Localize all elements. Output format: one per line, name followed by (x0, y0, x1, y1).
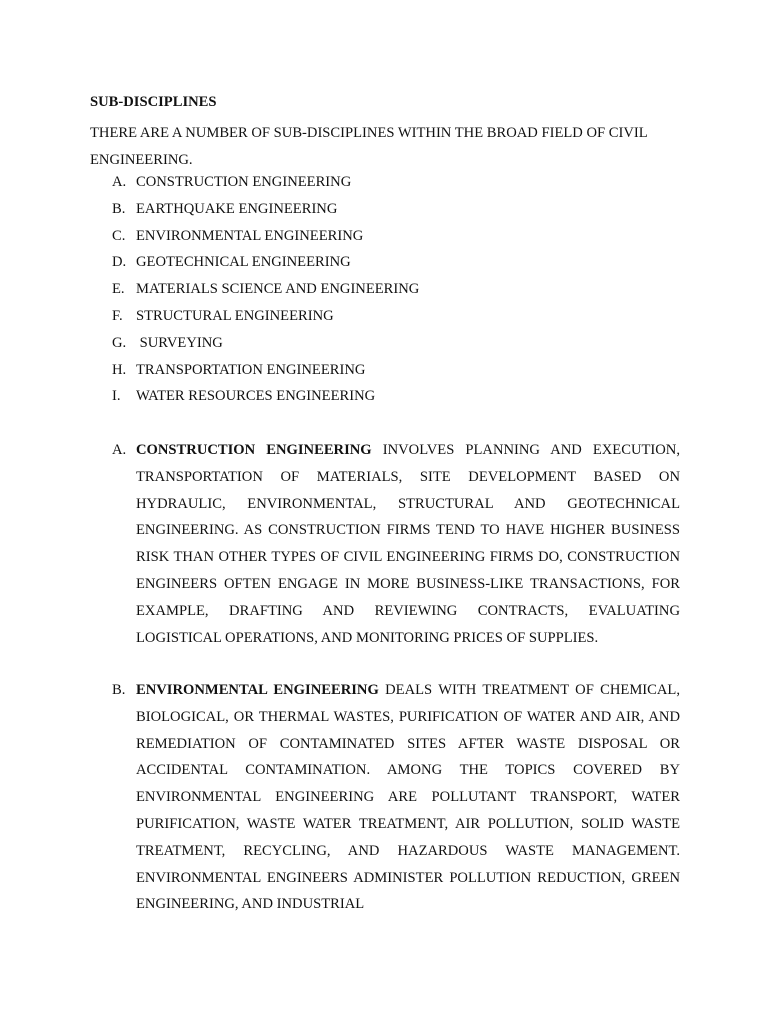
section-text: INVOLVES PLANNING AND EXECUTION, TRANSPORTATION OF MATERIALS, SITE DEVELOPMENT BASED ON HYDRAULIC, ENVIRONMENTAL, STRUCTURAL AND GEOTECHNICAL ENGINEERING. AS CONSTRUCTION FIRMS TEND TO HAVE HIGHER BUSINESS RISK THAN OTHER TYPES OF CIVIL ENGINEERING FIRMS DO, CONSTRUCTION ENGINEERS OFTEN ENGAGE IN MORE BUSINESS-LIKE TRANSACTIONS, FOR EXAMPLE, DRAFTING AND REVIEWING CONTRACTS, EVALUATING LOGISTICAL OPERATIONS, AND MONITORING PRICES OF SUPPLIES. (136, 442, 680, 646)
section-term: ENVIRONMENTAL ENGINEERING (136, 682, 379, 698)
list-marker: A. (112, 174, 127, 190)
list-item (112, 196, 419, 223)
environmental-engineering-section (112, 677, 680, 918)
list-marker: B. (112, 200, 126, 217)
section-body (136, 437, 680, 651)
construction-engineering-section (112, 437, 680, 651)
list-item (112, 383, 419, 410)
intro-paragraph: THERE ARE A NUMBER OF SUB-DISCIPLINES WITHIN THE BROAD FIELD OF CIVIL ENGINEERING. (90, 125, 648, 168)
section-marker: B. (112, 682, 126, 698)
list-marker: E. (112, 281, 125, 298)
list-marker: D. (112, 254, 127, 271)
section-text: DEALS WITH TREATMENT OF CHEMICAL, BIOLOGICAL, OR THERMAL WASTES, PURIFICATION OF WATER AND AIR, AND REMEDIATION OF CONTAMINATED SITES AFTER WASTE DISPOSAL OR ACCIDENTAL CONTAMINATION. AMONG THE TOPICS COVERED BY ENVIRONMENTAL ENGINEERING ARE POLLUTANT TRANSPORT, WATER PURIFICATION, WASTE WATER TREATMENT, AIR POLLUTION, SOLID WASTE TREATMENT, RECYCLING, AND HAZARDOUS WASTE MANAGEMENT. ENVIRONMENTAL ENGINEERS ADMINISTER POLLUTION REDUCTION, GREEN ENGINEERING, AND INDUSTRIAL (136, 682, 680, 913)
list-item-label: SURVEYING (136, 334, 223, 351)
list-item (112, 276, 419, 303)
list-item-label: WATER RESOURCES ENGINEERING (136, 388, 376, 405)
list-item (112, 249, 419, 276)
list-marker: F. (112, 307, 123, 324)
list-item-label: GEOTECHNICAL ENGINEERING (136, 254, 351, 271)
list-item-label: ENVIRONMENTAL ENGINEERING (136, 227, 364, 244)
list-item-label: MATERIALS SCIENCE AND ENGINEERING (136, 281, 420, 298)
list-item-label: EARTHQUAKE ENGINEERING (136, 200, 338, 217)
section-term: CONSTRUCTION ENGINEERING (136, 442, 372, 458)
list-item (112, 303, 419, 330)
list-item (112, 330, 419, 357)
list-marker: H. (112, 361, 127, 378)
list-item (112, 223, 419, 250)
list-item-label: TRANSPORTATION ENGINEERING (136, 361, 366, 378)
sub-discipline-list (112, 169, 419, 410)
section-heading: SUB-DISCIPLINES (90, 94, 217, 110)
list-item (112, 357, 419, 384)
list-item (112, 169, 419, 196)
section-body (136, 677, 680, 918)
section-marker: A. (112, 442, 127, 458)
list-item-label: CONSTRUCTION ENGINEERING (136, 174, 352, 190)
list-item-label: STRUCTURAL ENGINEERING (136, 307, 334, 324)
list-marker: C. (112, 227, 126, 244)
list-marker: I. (112, 388, 121, 405)
list-marker: G. (112, 334, 127, 351)
